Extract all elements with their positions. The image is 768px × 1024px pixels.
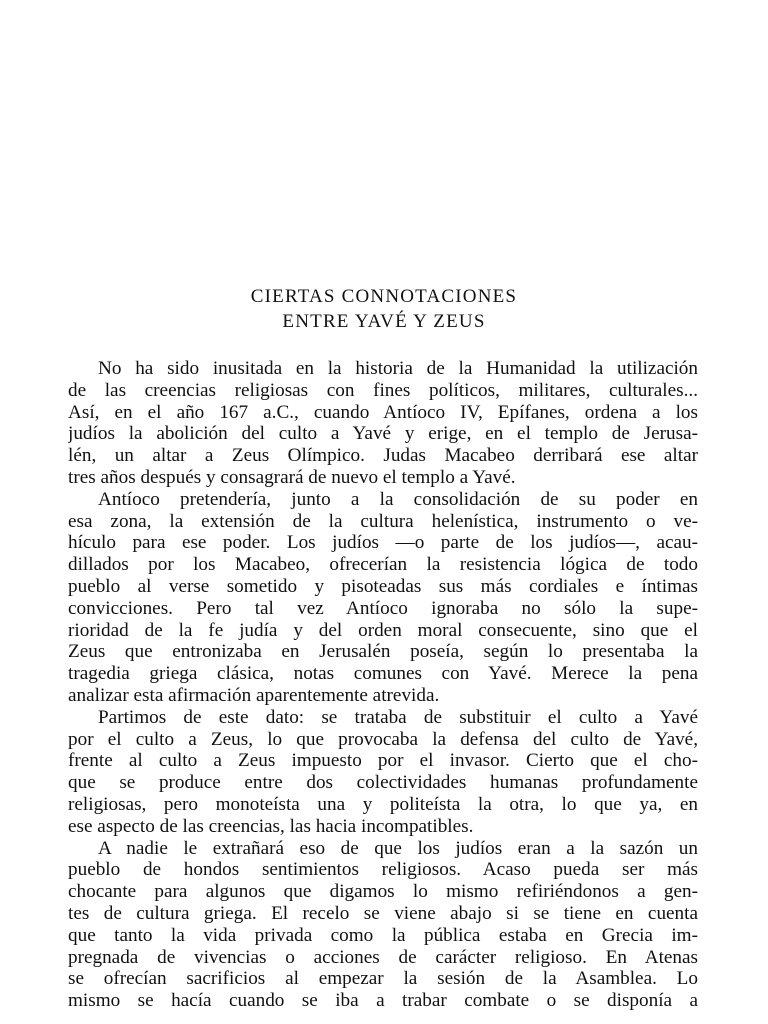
text-line: dillados por los Macabeo, ofrecerían la resistencia lógica de todo xyxy=(68,554,698,576)
text-line: pueblo de hondos sentimientos religiosos. Acaso pueda ser más xyxy=(68,859,698,881)
text-line: hículo para ese poder. Los judíos —o parte de los judíos—, acau- xyxy=(68,532,698,554)
text-line: frente al culto a Zeus impuesto por el invasor. Cierto que el cho- xyxy=(68,750,698,772)
chapter-title xyxy=(0,284,768,334)
text-line: rioridad de la fe judía y del orden moral consecuente, sino que el xyxy=(68,619,698,641)
text-line: ese aspecto de las creencias, las hacia incompatibles. xyxy=(68,815,474,837)
text-line: Zeus que entronizaba en Jerusalén poseía, según lo presentaba la xyxy=(68,641,698,663)
text-line: lén, un altar a Zeus Olímpico. Judas Macabeo derribará ese altar xyxy=(68,445,698,467)
text-line: de las creencias religiosas con fines políticos, militares, culturales... xyxy=(68,379,698,401)
body-text xyxy=(68,358,698,1012)
text-line: Partimos de este dato: se trataba de substituir el culto a Yavé xyxy=(98,706,698,728)
chapter-title-line-1: CIERTAS CONNOTACIONES xyxy=(250,286,518,307)
text-line: que se produce entre dos colectividades humanas profundamente xyxy=(68,772,698,794)
text-line: tes de cultura griega. El recelo se viene abajo si se tiene en cuenta xyxy=(68,902,698,924)
chapter-title-line-2: ENTRE YAVÉ Y ZEUS xyxy=(282,311,486,332)
text-line: mismo se hacía cuando se iba a trabar combate o se disponía a xyxy=(68,990,698,1012)
text-line: que tanto la vida privada como la pública estaba en Grecia im- xyxy=(68,924,698,946)
text-line: pregnada de vivencias o acciones de carácter religioso. En Atenas xyxy=(68,946,698,968)
text-line: judíos la abolición del culto a Yavé y erige, en el templo de Jerusa- xyxy=(68,423,698,445)
text-line: analizar esta afirmación aparentemente atrevida. xyxy=(68,684,440,706)
text-line: No ha sido inusitada en la historia de la Humanidad la utilización xyxy=(98,358,698,379)
text-line: pueblo al verse sometido y pisoteadas sus más cordiales e íntimas xyxy=(68,575,698,597)
text-line: por el culto a Zeus, lo que provocaba la defensa del culto de Yavé, xyxy=(68,728,698,750)
text-line: religiosas, pero monoteísta una y politeísta la otra, lo que ya, en xyxy=(68,793,698,815)
text-line: A nadie le extrañará eso de que los judíos eran a la sazón un xyxy=(98,837,698,859)
text-line: convicciones. Pero tal vez Antíoco ignoraba no sólo la supe- xyxy=(68,597,698,619)
text-line: tres años después y consagrará de nuevo el templo a Yavé. xyxy=(68,466,516,488)
text-line: chocante para algunos que digamos lo mismo refiriéndonos a gen- xyxy=(68,881,698,903)
text-line: Así, en el año 167 a.C., cuando Antíoco IV, Epífanes, ordena a los xyxy=(68,401,698,423)
text-line: tragedia griega clásica, notas comunes con Yavé. Merece la pena xyxy=(68,663,698,685)
text-line: Antíoco pretendería, junto a la consolidación de su poder en xyxy=(98,488,698,510)
text-line: esa zona, la extensión de la cultura helenística, instrumento o ve- xyxy=(68,510,698,532)
text-line: se ofrecían sacrificios al empezar la sesión de la Asamblea. Lo xyxy=(68,968,698,990)
